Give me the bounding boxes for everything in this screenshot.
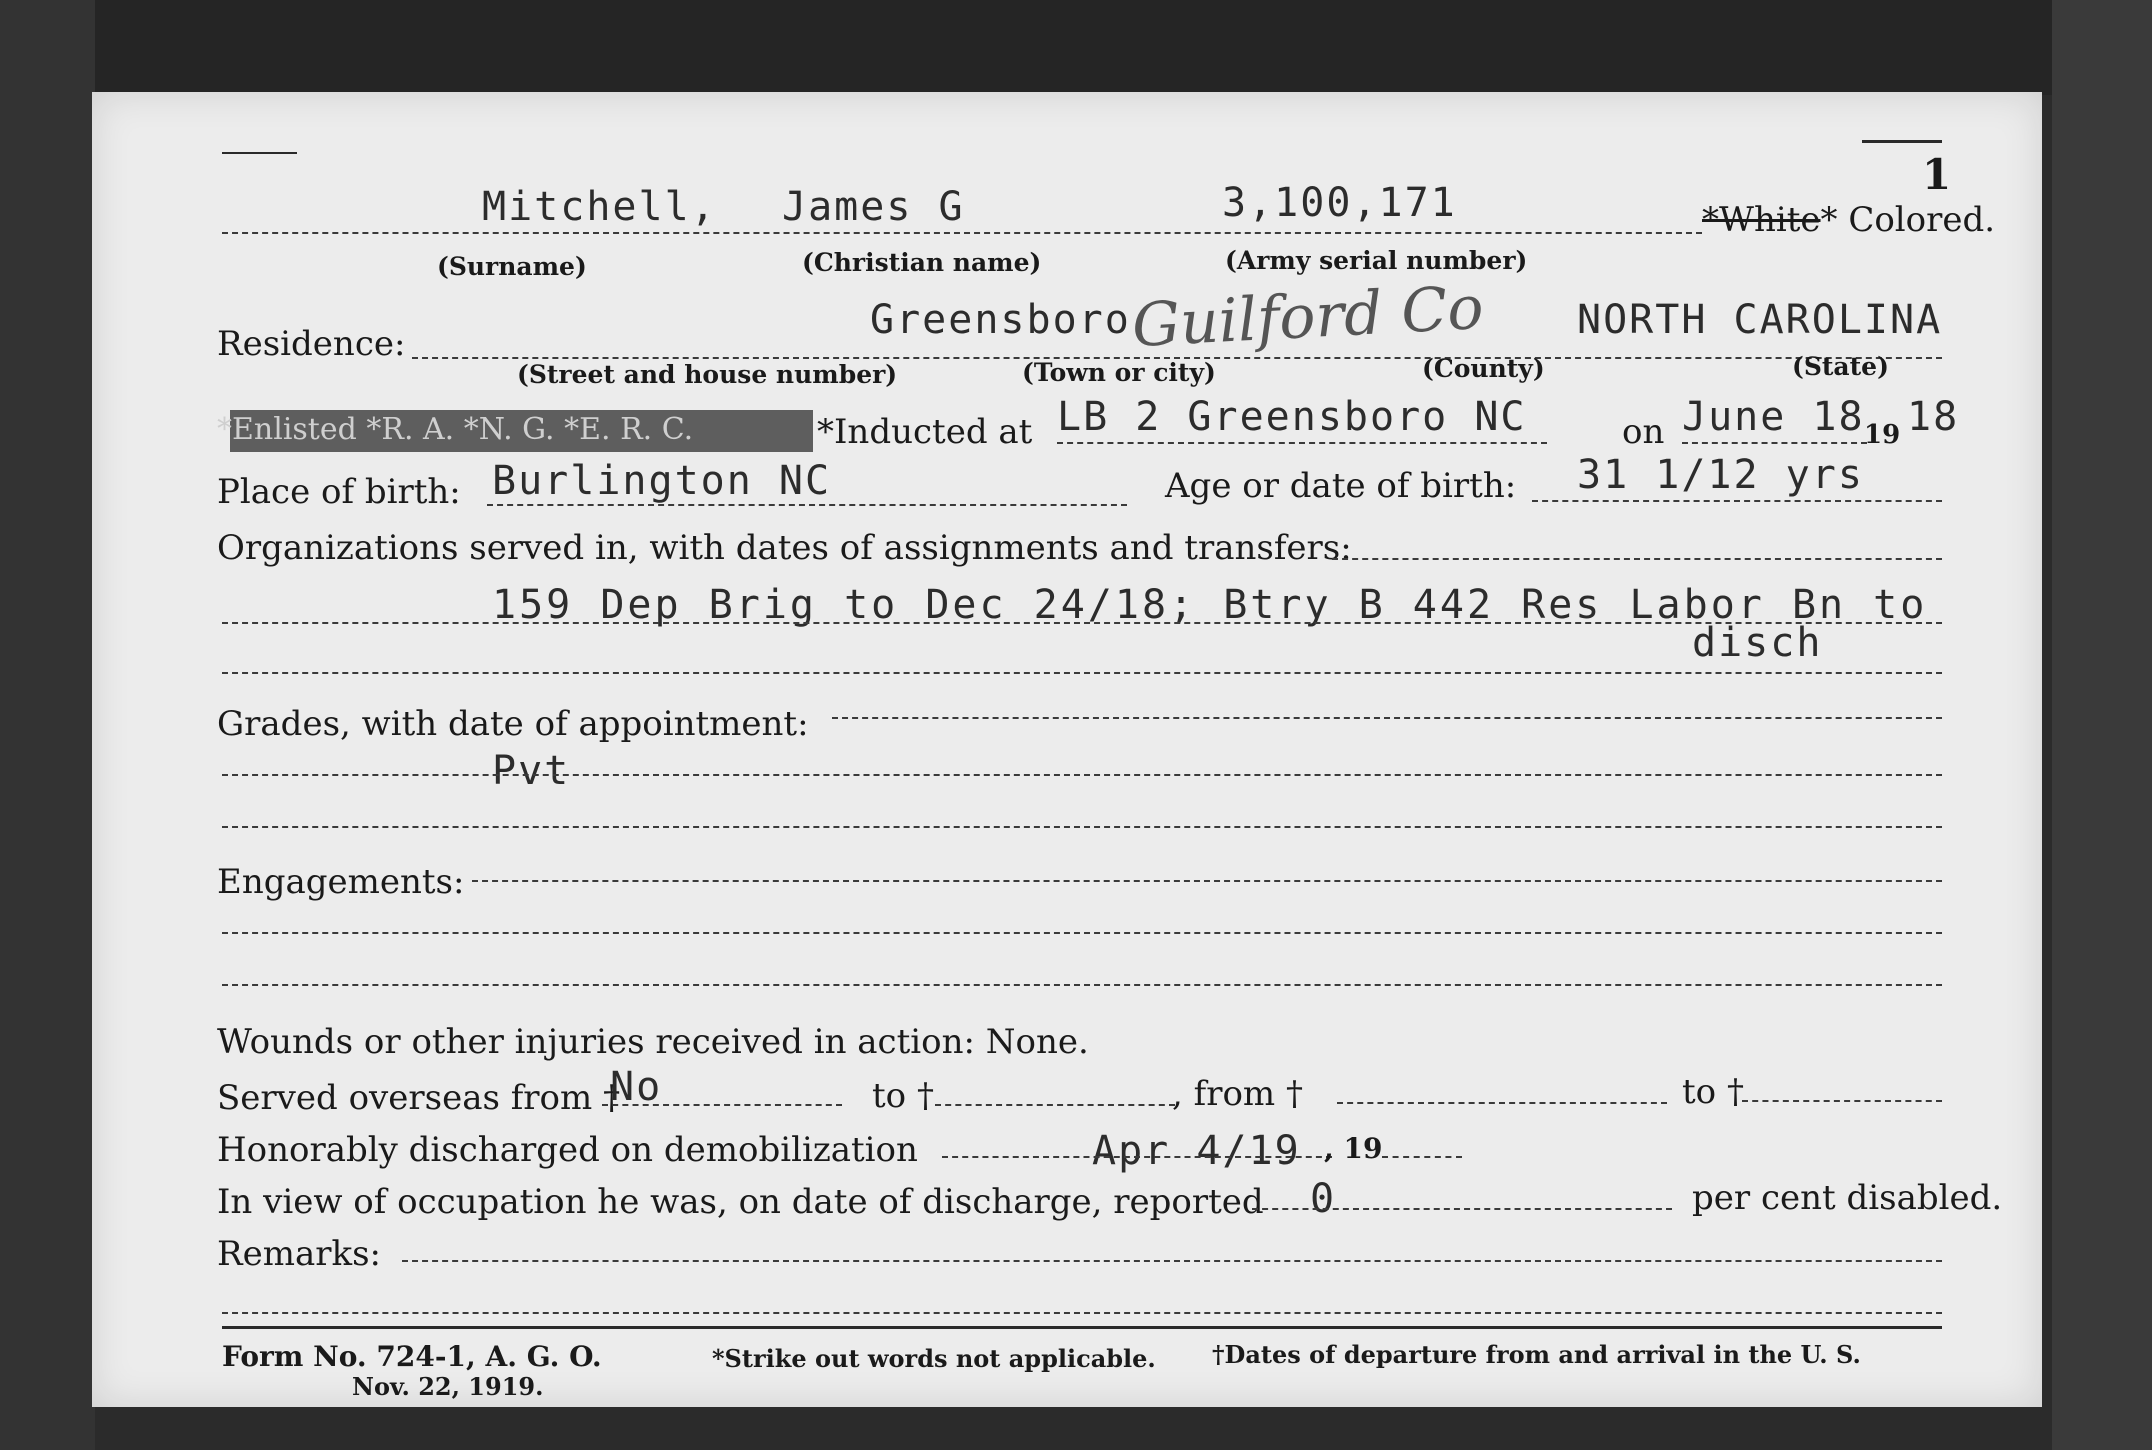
engagements-line-2 bbox=[222, 932, 1942, 934]
birthplace-line bbox=[487, 504, 1127, 506]
christian-name-caption: (Christian name) bbox=[802, 248, 1042, 277]
inducted-line bbox=[1057, 442, 1547, 444]
remarks-line-2 bbox=[222, 1312, 1942, 1314]
footnote-strike: *Strike out words not applicable. bbox=[712, 1344, 1156, 1373]
race-white-struck: *White bbox=[1702, 200, 1821, 240]
age-label: Age or date of birth: bbox=[1165, 466, 1517, 506]
remarks-label: Remarks: bbox=[217, 1234, 381, 1274]
engagements-line-3 bbox=[222, 984, 1942, 986]
discharge-year-line bbox=[1382, 1156, 1462, 1158]
birthplace-value: Burlington NC bbox=[492, 458, 832, 504]
serial-number-caption: (Army serial number) bbox=[1225, 246, 1528, 275]
county-caption: (County) bbox=[1422, 354, 1545, 383]
form-date: Nov. 22, 1919. bbox=[352, 1372, 544, 1401]
scanner-background-top bbox=[0, 0, 2152, 95]
scanner-background-right bbox=[2052, 0, 2152, 1450]
overseas-to2-line bbox=[1742, 1100, 1942, 1102]
discharge-date-line bbox=[942, 1156, 1332, 1158]
town-caption: (Town or city) bbox=[1022, 358, 1216, 387]
age-value: 31 1/12 yrs bbox=[1577, 452, 1864, 498]
overseas-from-line bbox=[602, 1104, 842, 1106]
residence-county-handwritten: Guilford Co bbox=[1130, 272, 1486, 362]
state-caption: (State) bbox=[1792, 352, 1889, 381]
overseas-to2-label: to † bbox=[1682, 1072, 1744, 1112]
street-caption: (Street and house number) bbox=[517, 360, 898, 389]
organizations-label: Organizations served in, with dates of assignments and transfers: bbox=[217, 528, 1352, 568]
organizations-line-2 bbox=[222, 622, 1942, 624]
engagements-line bbox=[472, 880, 1942, 882]
disabled-line bbox=[1252, 1208, 1672, 1210]
organizations-line2-value: disch bbox=[1692, 620, 1823, 666]
engagements-label: Engagements: bbox=[217, 862, 465, 902]
surname-caption: (Surname) bbox=[437, 252, 587, 281]
remarks-line bbox=[402, 1260, 1942, 1262]
organizations-line1-value: 159 Dep Brig to Dec 24/18; Btry B 442 Res Labor Bn to bbox=[492, 582, 1928, 628]
race-options bbox=[1702, 200, 1995, 240]
overseas-to-label: to † bbox=[872, 1076, 934, 1116]
christian-name-value: James G bbox=[782, 184, 965, 230]
overseas-label: Served overseas from † bbox=[217, 1078, 621, 1118]
grade-value: Pvt bbox=[492, 748, 571, 794]
inducted-label: *Inducted at bbox=[817, 412, 1033, 452]
page-number: 1 bbox=[1922, 150, 1952, 199]
inducted-date-value: June 18 bbox=[1682, 394, 1865, 440]
age-line bbox=[1532, 500, 1942, 502]
disabled-label: per cent disabled. bbox=[1692, 1178, 2003, 1218]
residence-town-value: Greensboro bbox=[870, 297, 1131, 343]
organizations-line bbox=[1332, 558, 1942, 560]
inducted-year-value: 18 bbox=[1907, 394, 1960, 440]
birthplace-label: Place of birth: bbox=[217, 472, 461, 512]
service-record-card bbox=[92, 92, 2042, 1407]
top-right-rule bbox=[1862, 140, 1942, 143]
overseas-from2-line bbox=[1337, 1102, 1667, 1104]
surname-value: Mitchell, bbox=[482, 184, 717, 230]
footnote-dates: †Dates of departure from and arrival in the U. S. bbox=[1212, 1340, 1861, 1369]
residence-label: Residence: bbox=[217, 324, 406, 364]
occupation-label: In view of occupation he was, on date of discharge, reported bbox=[217, 1182, 1264, 1222]
discharge-year-label: , 19 bbox=[1324, 1132, 1383, 1165]
overseas-to-line bbox=[935, 1104, 1175, 1106]
residence-state-value: NORTH CAROLINA bbox=[1577, 297, 1943, 343]
discharge-date-value: Apr 4/19 bbox=[1092, 1128, 1301, 1174]
scanner-background-left bbox=[0, 0, 95, 1450]
name-line bbox=[222, 232, 1702, 234]
race-colored: * Colored. bbox=[1820, 200, 1996, 240]
inducted-at-value: LB 2 Greensboro NC bbox=[1057, 394, 1527, 440]
grades-line bbox=[832, 717, 1942, 719]
serial-number-value: 3,100,171 bbox=[1222, 180, 1457, 226]
inducted-date-line bbox=[1682, 442, 1867, 444]
discharge-label: Honorably discharged on demobilization bbox=[217, 1130, 918, 1170]
form-number: Form No. 724-1, A. G. O. bbox=[222, 1340, 602, 1373]
disabled-value: 0 bbox=[1310, 1176, 1337, 1222]
grades-label: Grades, with date of appointment: bbox=[217, 704, 809, 744]
wounds-label: Wounds or other injuries received in action: None. bbox=[217, 1022, 1089, 1062]
enlistment-options: *Enlisted *R. A. *N. G. *E. R. C. bbox=[217, 412, 694, 447]
bottom-rule bbox=[222, 1326, 1942, 1329]
top-left-rule bbox=[222, 152, 297, 154]
organizations-line-3 bbox=[222, 672, 1942, 674]
on-label: on bbox=[1622, 412, 1665, 452]
overseas-value: No bbox=[610, 1064, 663, 1110]
grades-line-3 bbox=[222, 826, 1942, 828]
overseas-from2-label: , from † bbox=[1172, 1074, 1303, 1114]
year-prefix: 19 bbox=[1864, 420, 1901, 450]
grades-line-2 bbox=[222, 774, 1942, 776]
